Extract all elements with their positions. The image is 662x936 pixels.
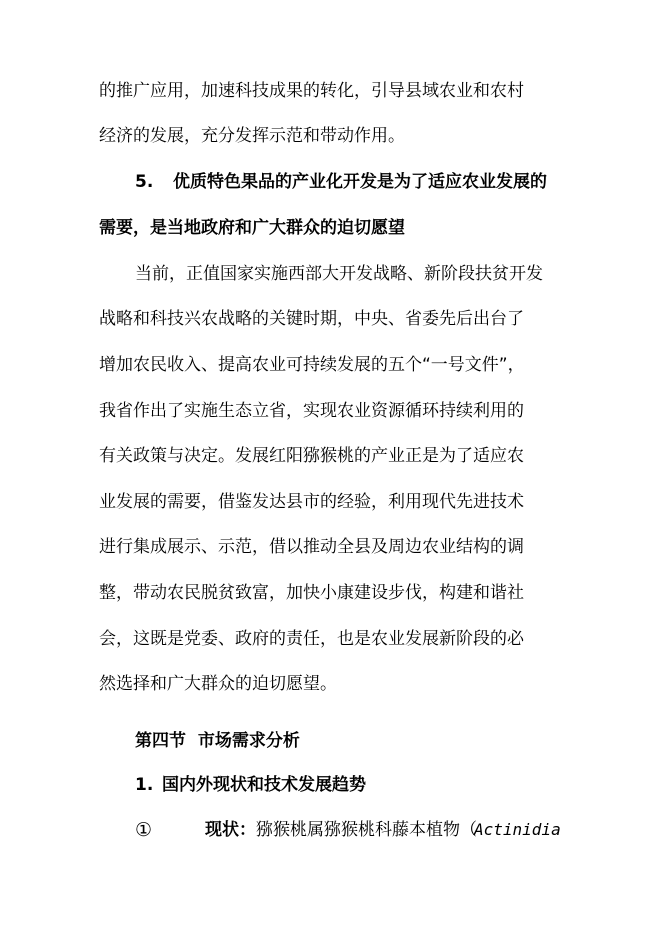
paragraph-line: [0, 121, 662, 151]
section-title: [0, 726, 662, 756]
circled-number-marker: ①: [135, 819, 153, 841]
section-title-text: 第四节 市场需求分析: [135, 731, 300, 751]
paragraph-line: [0, 441, 662, 471]
section-heading: [0, 167, 662, 197]
paragraph-line: [0, 259, 662, 289]
section-heading: [0, 213, 662, 243]
text-line: 增加农民收入、提高农业可持续发展的五个“一号文件”，: [99, 355, 525, 375]
paragraph-line: [0, 396, 662, 426]
heading-text: 优质特色果品的产业化开发是为了适应农业发展的: [173, 172, 547, 192]
paragraph-line: [0, 350, 662, 380]
text-line: 业发展的需要，借鉴发达县市的经验，利用现代先进技术: [99, 492, 524, 512]
text-line: 进行集成展示、示范，借以推动全县及周边农业结构的调: [99, 537, 524, 557]
text-line: 战略和科技兴农战略的关键时期，中央、省委先后出台了: [99, 309, 524, 329]
text-line: 的推广应用，加速科技成果的转化，引导县域农业和农村: [99, 81, 524, 101]
subsection-heading: [0, 770, 662, 800]
text-line: 当前，正值国家实施西部大开发战略、新阶段扶贫开发: [135, 264, 543, 284]
text-line: 经济的发展，充分发挥示范和带动作用。: [99, 126, 405, 146]
latin-genus-name: Actinidia: [474, 820, 561, 839]
list-item-label: 现状：: [205, 820, 256, 840]
paragraph-line: [0, 76, 662, 106]
paragraph-line: [0, 624, 662, 654]
paragraph-line: [0, 487, 662, 517]
text-line: 我省作出了实施生态立省，实现农业资源循环持续利用的: [99, 401, 524, 421]
heading-number: 5.: [135, 172, 154, 192]
heading-text: 需要，是当地政府和广大群众的迫切愿望: [99, 218, 405, 238]
paragraph-line: [0, 669, 662, 699]
list-item: [0, 815, 662, 845]
text-line: 然选择和广大群众的迫切愿望。: [99, 674, 337, 694]
paragraph-line: [0, 532, 662, 562]
text-line: 有关政策与决定。发展红阳猕猴桃的产业正是为了适应农: [99, 446, 524, 466]
list-item-text: 猕猴桃属猕猴桃科藤本植物（: [256, 820, 477, 840]
text-line: 整，带动农民脱贫致富，加快小康建设步伐，构建和谐社: [99, 583, 524, 603]
paragraph-line: [0, 304, 662, 334]
text-line: 会，这既是党委、政府的责任，也是农业发展新阶段的必: [99, 629, 524, 649]
subsection-text: 国内外现状和技术发展趋势: [162, 775, 366, 795]
paragraph-line: [0, 578, 662, 608]
subsection-number: 1.: [135, 775, 154, 795]
